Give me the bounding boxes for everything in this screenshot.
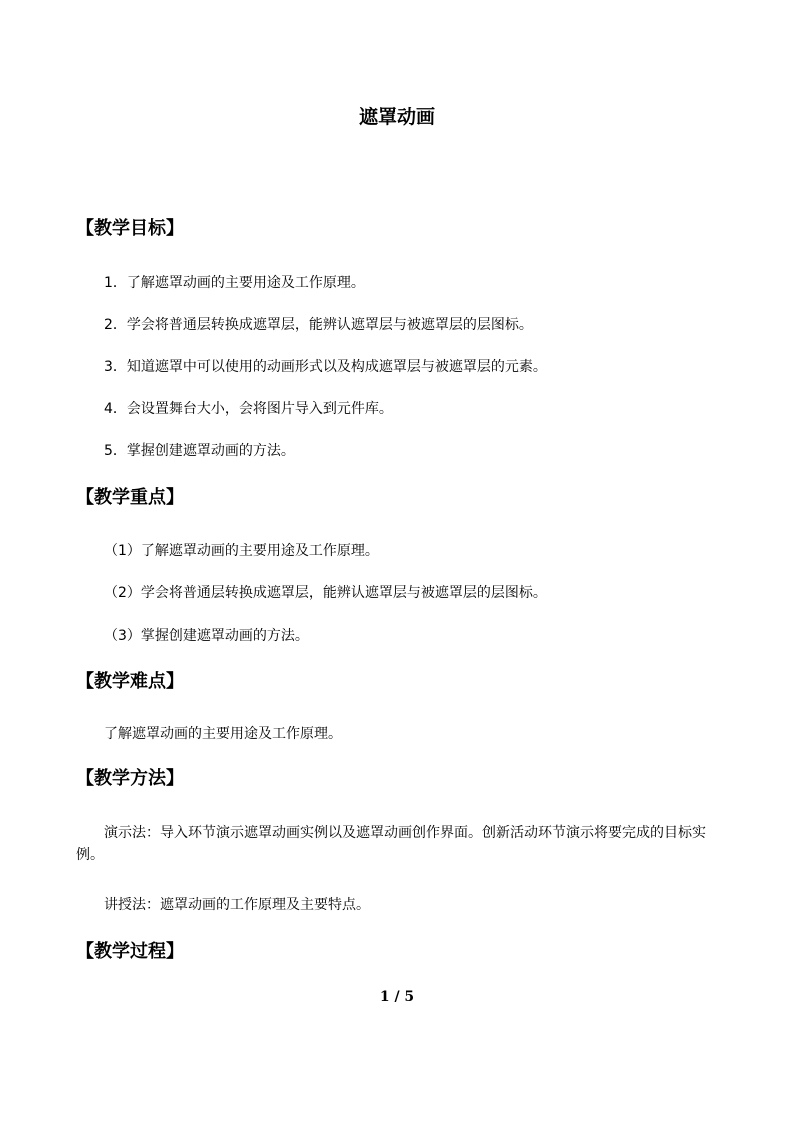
section-heading-objectives: 【教学目标】 (76, 218, 184, 239)
page-number: 1 / 5 (379, 989, 415, 1005)
method-paragraph: 演示法：导入环节演示遮罩动画实例以及遮罩动画创作界面。创新活动环节演示将要完成的目标实例。 (76, 825, 706, 863)
objective-item: 5．掌握创建遮罩动画的方法。 (104, 443, 295, 459)
difficulty-text: 了解遮罩动画的主要用途及工作原理。 (104, 726, 342, 742)
key-point-item: （2）学会将普通层转换成遮罩层，能辨认遮罩层与被遮罩层的层图标。 (104, 585, 547, 601)
section-heading-methods: 【教学方法】 (76, 768, 184, 789)
method-paragraph: 讲授法：遮罩动画的工作原理及主要特点。 (104, 897, 370, 913)
objective-item: 2．学会将普通层转换成遮罩层，能辨认遮罩层与被遮罩层的层图标。 (104, 317, 533, 333)
key-point-item: （3）掌握创建遮罩动画的方法。 (104, 628, 309, 644)
section-heading-difficulties: 【教学难点】 (76, 671, 184, 692)
key-point-item: （1）了解遮罩动画的主要用途及工作原理。 (104, 543, 379, 559)
objective-item: 3．知道遮罩中可以使用的动画形式以及构成遮罩层与被遮罩层的元素。 (104, 359, 547, 375)
section-heading-process: 【教学过程】 (76, 941, 184, 962)
section-heading-key-points: 【教学重点】 (76, 487, 184, 508)
objective-item: 1．了解遮罩动画的主要用途及工作原理。 (104, 275, 365, 291)
objective-item: 4．会设置舞台大小，会将图片导入到元件库。 (104, 401, 393, 417)
document-title: 遮罩动画 (358, 106, 435, 128)
